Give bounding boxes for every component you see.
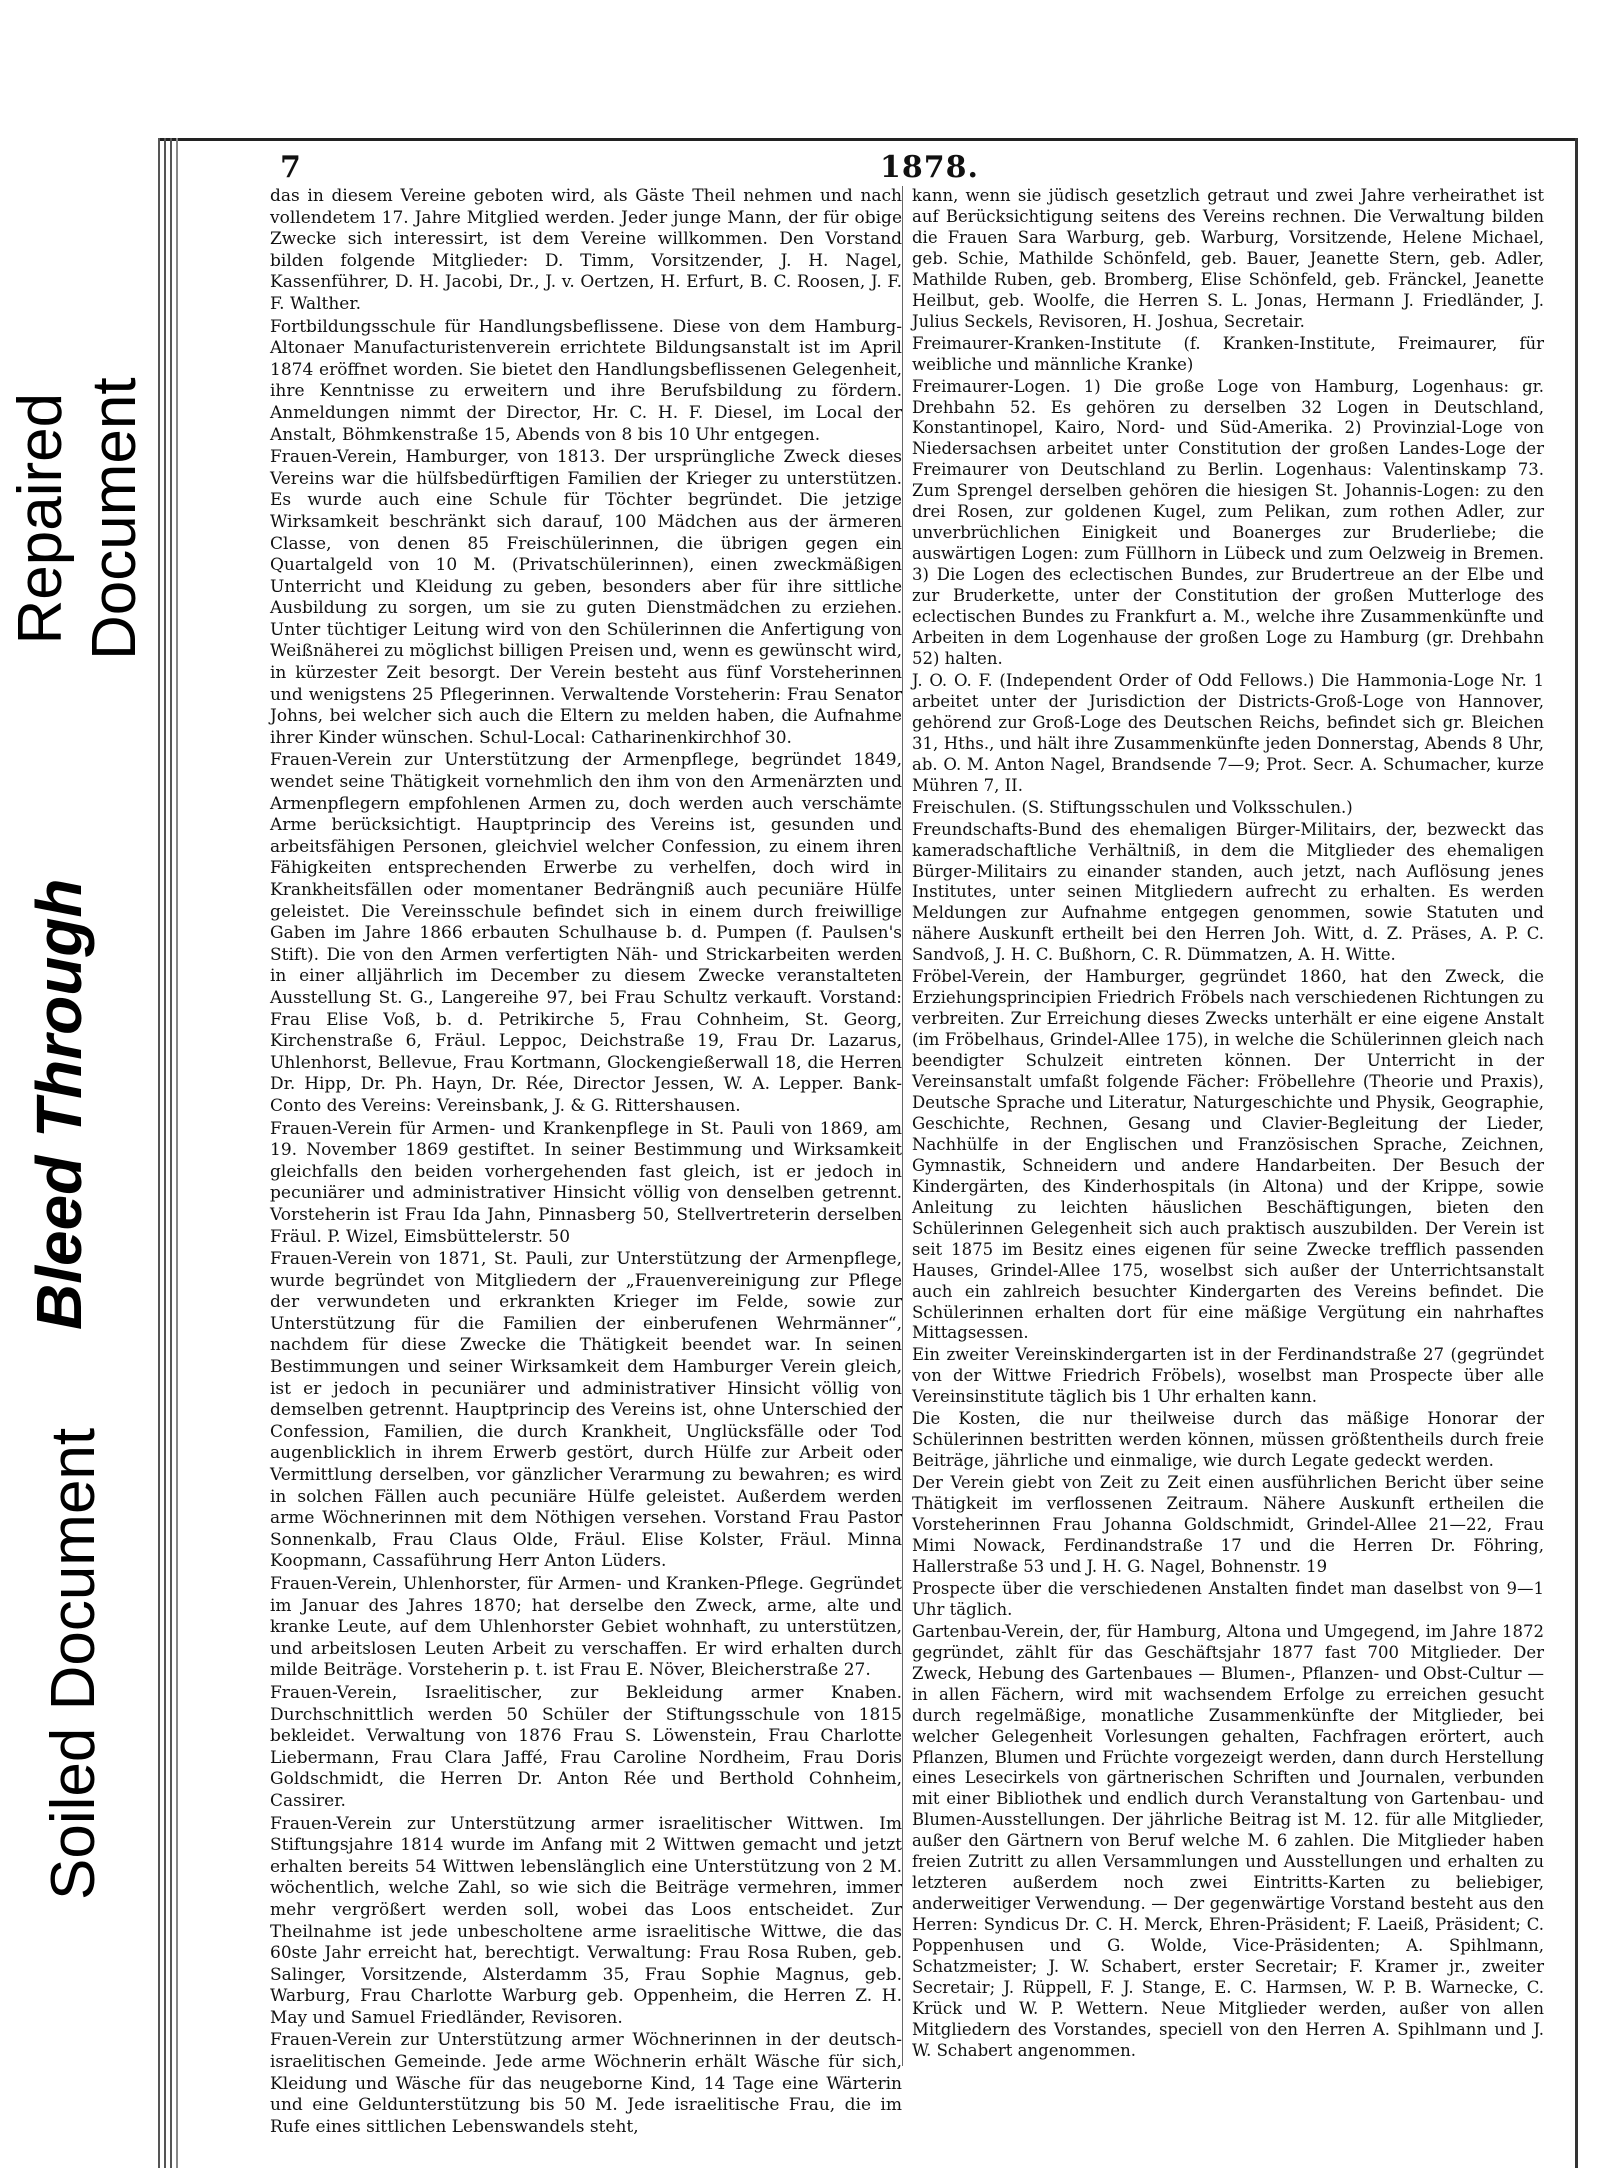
entry-paragraph: das in diesem Vereine geboten wird, als Gäste Theil nehmen und nach vollendetem 17. Jahre Mitglied werden. Jeder junge Mann, der für obige Zwecke sich interessirt, ist dem Vereine willkommen. Den Vorstand bilden folgende Mitglieder: D. Timm, Vorsitzender, J. H. Nagel, Kassenführer, D. H. Jacobi, Dr., J. v. Oertzen, H. Erfurt, B. C. Roosen, J. F. F. Walther. — [270, 186, 902, 314]
entry-paragraph: Frauen-Verein zur Unterstützung armer Wöchnerinnen in der deutsch-israelitischen Gemeinde. Jede arme Wöchnerin erhält Wäsche für sich, Kleidung und Wäsche für das neugeborne Kind, 14 Tage eine Wärterin und eine Geldunterstützung bis 50 M. Jede israelitische Frau, die im Rufe eines sittlichen Lebenswandels steht, — [270, 2030, 902, 2137]
entry-paragraph: Frauen-Verein, Uhlenhorster, für Armen- und Kranken-Pflege. Gegründet im Januar des Jahres 1870; hat derselbe den Zweck, arme, alte und kranke Leute, auf dem Uhlenhorster Gebiet wohnhaft, zu unterstützen, und arbeitslosen Leuten Arbeit zu verschaffen. Er wird erhalten durch milde Beiträge. Vorsteherin p. t. ist Frau E. Növer, Bleicherstraße 27. — [270, 1574, 902, 1681]
entry-paragraph: Der Verein giebt von Zeit zu Zeit einen ausführlichen Bericht über seine Thätigkeit im verflossenen Zeitraum. Nähere Auskunft ertheilen die Vorsteherinnen Frau Johanna Goldschmidt, Grindel-Allee 21—22, Frau Mimi Nowack, Ferdinandstraße 17 und die Herren Dr. Föhring, Hallerstraße 53 und J. H. G. Nagel, Bohnenstr. 19 — [912, 1473, 1544, 1576]
entry-paragraph: Freimaurer-Logen. 1) Die große Loge von Hamburg, Logenhaus: gr. Drehbahn 52. Es gehören zu derselben 32 Logen in Deutschland, Konstantinopel, Kairo, Nord- und Süd-Amerika. 2) Provinzial-Loge von Niedersachsen arbeitet unter Constitution der großen Landes-Loge der Freimaurer von Deutschland zu Berlin. Logenhaus: Valentinskamp 73. Zum Sprengel derselben gehören die hiesigen St. Johannis-Logen: zu den drei Rosen, zur goldenen Kugel, zum Pelikan, zum rothen Adler, zur unverbrüchlichen Einigkeit und Boanerges zur Bruderliebe; die auswärtigen Logen: zum Füllhorn in Lübeck und zum Oelzweig in Bremen. 3) Die Logen des eclectischen Bundes, zur Brudertreue an der Elbe und zur Bruderkette, unter der Constitution der großen Mutterloge des eclectischen Bundes zu Frankfurt a. M., welche ihre Zusammenkünfte und Arbeiten in dem Logenhause der großen Loge zu Hamburg (gr. Drehbahn 52) halten. — [912, 376, 1544, 668]
label-repaired-line2: Document — [80, 377, 149, 660]
label-bleed-through: Bleed Through — [23, 878, 95, 1330]
entry-paragraph: Ein zweiter Vereinskindergarten ist in der Ferdinandstraße 27 (gegründet von der Wittwe Friedrich Fröbels), woselbst man Prospecte über alle Vereinsinstitute täglich bis 1 Uhr erhalten kann. — [912, 1345, 1544, 1407]
page-top-edge — [158, 138, 1578, 141]
entry-paragraph: Die Kosten, die nur theilweise durch das mäßige Honorar der Schülerinnen bestritten werden können, müssen größtentheils durch freie Beiträge, jährliche und einmalige, wie durch Legate gedeckt werden. — [912, 1409, 1544, 1471]
column-divider — [902, 186, 903, 2066]
page-right-edge — [1575, 138, 1578, 2168]
page-edge — [158, 138, 160, 2168]
label-repaired-line1: Repaired — [6, 392, 75, 645]
page-edge — [164, 138, 166, 2168]
entry-paragraph: Frauen-Verein für Armen- und Krankenpflege in St. Pauli von 1869, am 19. November 1869 gestiftet. In seiner Bestimmung und Wirksamkeit gleichfalls den beiden vorhergehenden fast gleich, ist er jedoch in pecuniärer und administrativer Hinsicht völlig von denselben getrennt. Vorsteherin ist Frau Ida Jahn, Pinnasberg 50, Stellvertreterin derselben Fräul. P. Wizel, Eimsbüttelerstr. 50 — [270, 1118, 902, 1247]
page-number: 7 — [280, 150, 301, 185]
entry-paragraph: Frauen-Verein, Hamburger, von 1813. Der ursprüngliche Zweck dieses Vereins war die hülfsbedürftigen Familien der Krieger zu unterstützen. Es wurde auch eine Schule für Töchter begründet. Die jetzige Wirksamkeit beschränkt sich darauf, 100 Mädchen aus der ärmeren Classe, von denen 85 Freischülerinnen, die übrigen gegen ein Quartalgeld von 10 M. (Privatschülerinnen), einen zweckmäßigen Unterricht und Kleidung zu geben, besonders aber für ihre sittliche Ausbildung zu sorgen, um sie zu guten Dienstmädchen zu erziehen. Unter tüchtiger Leitung wird von den Schülerinnen die Anfertigung von Weißnäherei zu möglichst billigen Preisen und, wenn es gewünscht wird, in kürzester Zeit besorgt. Der Verein besteht aus fünf Vorsteherinnen und wenigstens 25 Pflegerinnen. Verwaltende Vorsteherin: Frau Senator Johns, bei welcher sich auch die Eltern zu melden haben, die Aufnahme ihrer Kinder wünschen. Schul-Local: Catharinenkirchhof 30. — [270, 447, 902, 748]
left-column — [270, 186, 902, 2139]
entry-paragraph: Freimaurer-Kranken-Institute (f. Kranken-Institute, Freimaurer, für weibliche und männliche Kranke) — [912, 333, 1544, 374]
page-edge — [176, 138, 178, 2168]
entry-paragraph: Freundschafts-Bund des ehemaligen Bürger-Militairs, der, bezweckt das kameradschaftliche Verhältniß, in dem die Mitglieder des ehemaligen Bürger-Militairs zu einander standen, auch jetzt, nach Auflösung jenes Institutes, unter seinen Mitgliedern aufrecht zu erhalten. Es werden Meldungen zur Aufnahme entgegen genommen, sowie Statuten und nähere Auskunft ertheilt bei den Herren Joh. Witt, d. Z. Präses, A. P. C. Sandvoß, J. H. C. Bußhorn, C. R. Dümmatzen, A. H. Witte. — [912, 819, 1544, 965]
entry-paragraph: Frauen-Verein von 1871, St. Pauli, zur Unterstützung der Armenpflege, wurde begründet von Mitgliedern der „Frauenvereinigung zur Pflege der verwundeten und erkrankten Krieger im Felde, sowie zur Unterstützung für die Familien der einberufenen Wehrmänner“, nachdem für diese Zwecke die Thätigkeit beendet war. In seinen Bestimmungen und seiner Wirksamkeit dem Hamburger Verein gleich, ist er jedoch in pecuniärer und administrativer Hinsicht völlig von demselben getrennt. Hauptprincip des Vereins ist, ohne Unterschied der Confession, Familien, die durch Krankheit, Unglücksfälle oder Tod augenblicklich in ihrem Erwerb gestört, durch Hülfe zur Arbeit oder Vermittlung derselben, vor gänzlicher Verarmung zu bewahren; es wird in solchen Fällen auch pecuniäre Hülfe geleistet. Außerdem werden arme Wöchnerinnen mit dem Nöthigen versehen. Vorstand Frau Pastor Sonnenkalb, Frau Claus Olde, Fräul. Elise Kolster, Fräul. Minna Koopmann, Cassaführung Herr Anton Lüders. — [270, 1249, 902, 1572]
entry-paragraph: kann, wenn sie jüdisch gesetzlich getraut und zwei Jahre verheirathet ist auf Berücksichtigung seitens des Vereins rechnen. Die Verwaltung bilden die Frauen Sara Warburg, geb. Warburg, Vorsitzende, Helene Michael, geb. Schie, Mathilde Schönfeld, geb. Bauer, Jeanette Stern, geb. Adler, Mathilde Ruben, geb. Bromberg, Elise Schönfeld, geb. Fränckel, Jeanette Heilbut, geb. Woolfe, die Herren S. L. Jonas, Hermann J. Friedländer, J. Julius Seckels, Revisoren, H. Joshua, Secretair. — [912, 186, 1544, 331]
page-header — [280, 150, 1530, 190]
entry-paragraph: Fröbel-Verein, der Hamburger, gegründet 1860, hat den Zweck, die Erziehungsprincipien Friedrich Fröbels nach verschiedenen Richtungen zu verbreiten. Zur Erreichung dieses Zwecks unterhält er eine eigene Anstalt (im Fröbelhaus, Grindel-Allee 175), in welche die Schülerinnen gleich nach beendigter Schulzeit eintreten können. Der Unterricht in der Vereinsanstalt umfaßt folgende Fächer: Fröbellehre (Theorie und Praxis), Deutsche Sprache und Literatur, Naturgeschichte und Physik, Geographie, Geschichte, Rechnen, Gesang und Clavier-Begleitung der Lieder, Nachhülfe in der Englischen und Französischen Sprache, Zeichnen, Gymnastik, Schneidern und andere Handarbeiten. Der Besuch der Kindergärten, des Kinderhospitals (in Altona) und der Krippe, sowie Anleitung zu leichten häuslichen Beschäftigungen, bieten den Schülerinnen Gelegenheit sich auch praktisch auszubilden. Der Verein ist seit 1875 im Besitz eines eigenen für seine Zwecke trefflich passenden Hauses, Grindel-Allee 175, woselbst sich außer der Unterrichtsanstalt auch ein zahlreich besuchter Kindergarten des Vereins befindet. Die Schülerinnen erhalten dort für eine mäßige Vergütung ein nahrhaftes Mittagsessen. — [912, 967, 1544, 1343]
page-edge — [170, 138, 172, 2168]
label-soiled-document: Soiled Document — [39, 1427, 108, 1900]
entry-paragraph: Freischulen. (S. Stiftungsschulen und Volksschulen.) — [912, 797, 1353, 817]
right-column — [912, 186, 1544, 2063]
entry-paragraph: Gartenbau-Verein, der, für Hamburg, Altona und Umgegend, im Jahre 1872 gegründet, zählt für das Geschäftsjahr 1877 fast 700 Mitglieder. Der Zweck, Hebung des Gartenbaues — Blumen-, Pflanzen- und Obst-Cultur — in allen Fächern, wird mit wachsendem Erfolge zu erreichen gesucht durch regelmäßige, monatliche Zusammenkünfte der Mitglieder, bei welcher Gelegenheit Vorlesungen gehalten, Fachfragen erörtert, auch Pflanzen, Blumen und Früchte vorgezeigt werden, dann durch Herstellung eines Lesecirkels von gärtnerischen Schriften und Journalen, verbunden mit einer Bibliothek und endlich durch Veranstaltung von Gartenbau- und Blumen-Ausstellungen. Der jährliche Beitrag ist M. 12. für alle Mitglieder, außer den Gärtnern von Beruf welche M. 6 zahlen. Die Mitglieder haben freien Zutritt zu allen Versammlungen und Ausstellungen und erhalten zu letzteren außerdem noch zwei Eintritts-Karten zu beliebiger, anderweitiger Verwendung. — Der gegenwärtige Vorstand besteht aus den Herren: Syndicus Dr. C. H. Merck, Ehren-Präsident; F. Laeiß, Präsident; C. Poppenhusen und G. Wolde, Vice-Präsidenten; A. Spihlmann, Schatzmeister; J. W. Schabert, erster Secretair; F. Kramer jr., zweiter Secretair; J. Rüppell, F. J. Stange, E. C. Harmsen, W. P. B. Warnecke, C. Krück und W. P. Wettern. Neue Mitglieder werden, außer von allen Mitgliedern des Vorstandes, speciell von den Herren A. Spihlmann und J. W. Schabert angenommen. — [912, 1621, 1544, 2060]
entry-paragraph: Fortbildungsschule für Handlungsbeflissene. Diese von dem Hamburg-Altonaer Manufacturistenverein errichtete Bildungsanstalt ist im April 1874 eröffnet worden. Sie bietet den Handlungsbeflissenen Gelegenheit, ihre Kenntnisse zu erweitern und ihre Berufsbildung zu fördern. Anmeldungen nimmt der Director, Hr. C. H. F. Diesel, im Local der Anstalt, Böhmkenstraße 15, Abends von 8 bis 10 Uhr entgegen. — [270, 316, 902, 445]
label-repaired-document — [4, 377, 152, 660]
entry-paragraph: Frauen-Verein zur Unterstützung armer israelitischer Wittwen. Im Stiftungsjahre 1814 wurde im Anfang mit 2 Wittwen gemacht und jetzt erhalten bereits 54 Wittwen lebenslänglich eine Unterstützung von 2 M. wöchentlich, welche Zahl, so wie sich die Beiträge vermehren, immer mehr vergrößert werden soll, wobei das Loos entscheidet. Zur Theilnahme ist jede unbescholtene arme israelitische Wittwe, die das 60ste Jahr erreicht hat, berechtigt. Verwaltung: Frau Rosa Ruben, geb. Salinger, Vorsitzende, Alsterdamm 35, Frau Sophie Magnus, geb. Warburg, Frau Charlotte Warburg geb. Oppenheim, die Herren Z. H. May und Samuel Friedländer, Revisoren. — [270, 1813, 902, 2028]
entry-paragraph: Frauen-Verein, Israelitischer, zur Bekleidung armer Knaben. Durchschnittlich werden 50 Schüler der Stiftungsschule von 1815 bekleidet. Verwaltung von 1876 Frau S. Löwenstein, Frau Charlotte Liebermann, Frau Clara Jaffé, Frau Caroline Nordheim, Frau Doris Goldschmidt, die Herren Dr. Anton Rée und Berthold Cohnheim, Cassirer. — [270, 1682, 902, 1811]
side-labels — [0, 0, 150, 2177]
entry-paragraph: Frauen-Verein zur Unterstützung der Armenpflege, begründet 1849, wendet seine Thätigkeit vornehmlich den ihm von den Armenärzten und Armenpflegern empfohlenen Armen zu, doch werden auch verschämte Arme berücksichtigt. Hauptprincip des Vereins ist, gesunden und arbeitsfähigen Personen, gleichviel welcher Confession, zu einem ihren Fähigkeiten entsprechenden Erwerbe zu verhelfen, doch wird in Krankheitsfällen oder momentaner Bedrängniß auch pecuniäre Hülfe geleistet. Die Vereinsschule befindet sich in einem durch freiwillige Gaben im Jahre 1866 erbauten Schulhause b. d. Pumpen (f. Paulsen's Stift). Die von den Armen verfertigten Näh- und Strickarbeiten werden in einer alljährlich im December zu diesem Zwecke veranstalteten Ausstellung St. G., Langereihe 97, bei Frau Schultz verkauft. Vorstand: Frau Elise Voß, b. d. Petrikirche 5, Frau Cohnheim, St. Georg, Kirchenstraße 6, Fräul. Leppoc, Deichstraße 19, Frau Dr. Lazarus, Uhlenhorst, Bellevue, Frau Kortmann, Glockengießerwall 18, die Herren Dr. Hipp, Dr. Ph. Hayn, Dr. Rée, Director Jessen, W. A. Lepper. Bank-Conto des Vereins: Vereinsbank, J. & G. Rittershausen. — [270, 750, 902, 1116]
entry-paragraph: J. O. O. F. (Independent Order of Odd Fellows.) Die Hammonia-Loge Nr. 1 arbeitet unter der Jurisdiction der Districts-Groß-Loge von Hannover, gehörend zur Groß-Loge des Deutschen Reichs, befindet sich gr. Bleichen 31, Hths., und hält ihre Zusammenkünfte jeden Donnerstag, Abends 8 Uhr, ab. O. M. Anton Nagel, Brandsende 7—9; Prot. Secr. A. Schumacher, kurze Mühren 7, II. — [912, 670, 1544, 795]
entry-paragraph: Prospecte über die verschiedenen Anstalten findet man daselbst von 9—1 Uhr täglich. — [912, 1578, 1544, 1619]
page-year: 1878. — [880, 150, 979, 185]
